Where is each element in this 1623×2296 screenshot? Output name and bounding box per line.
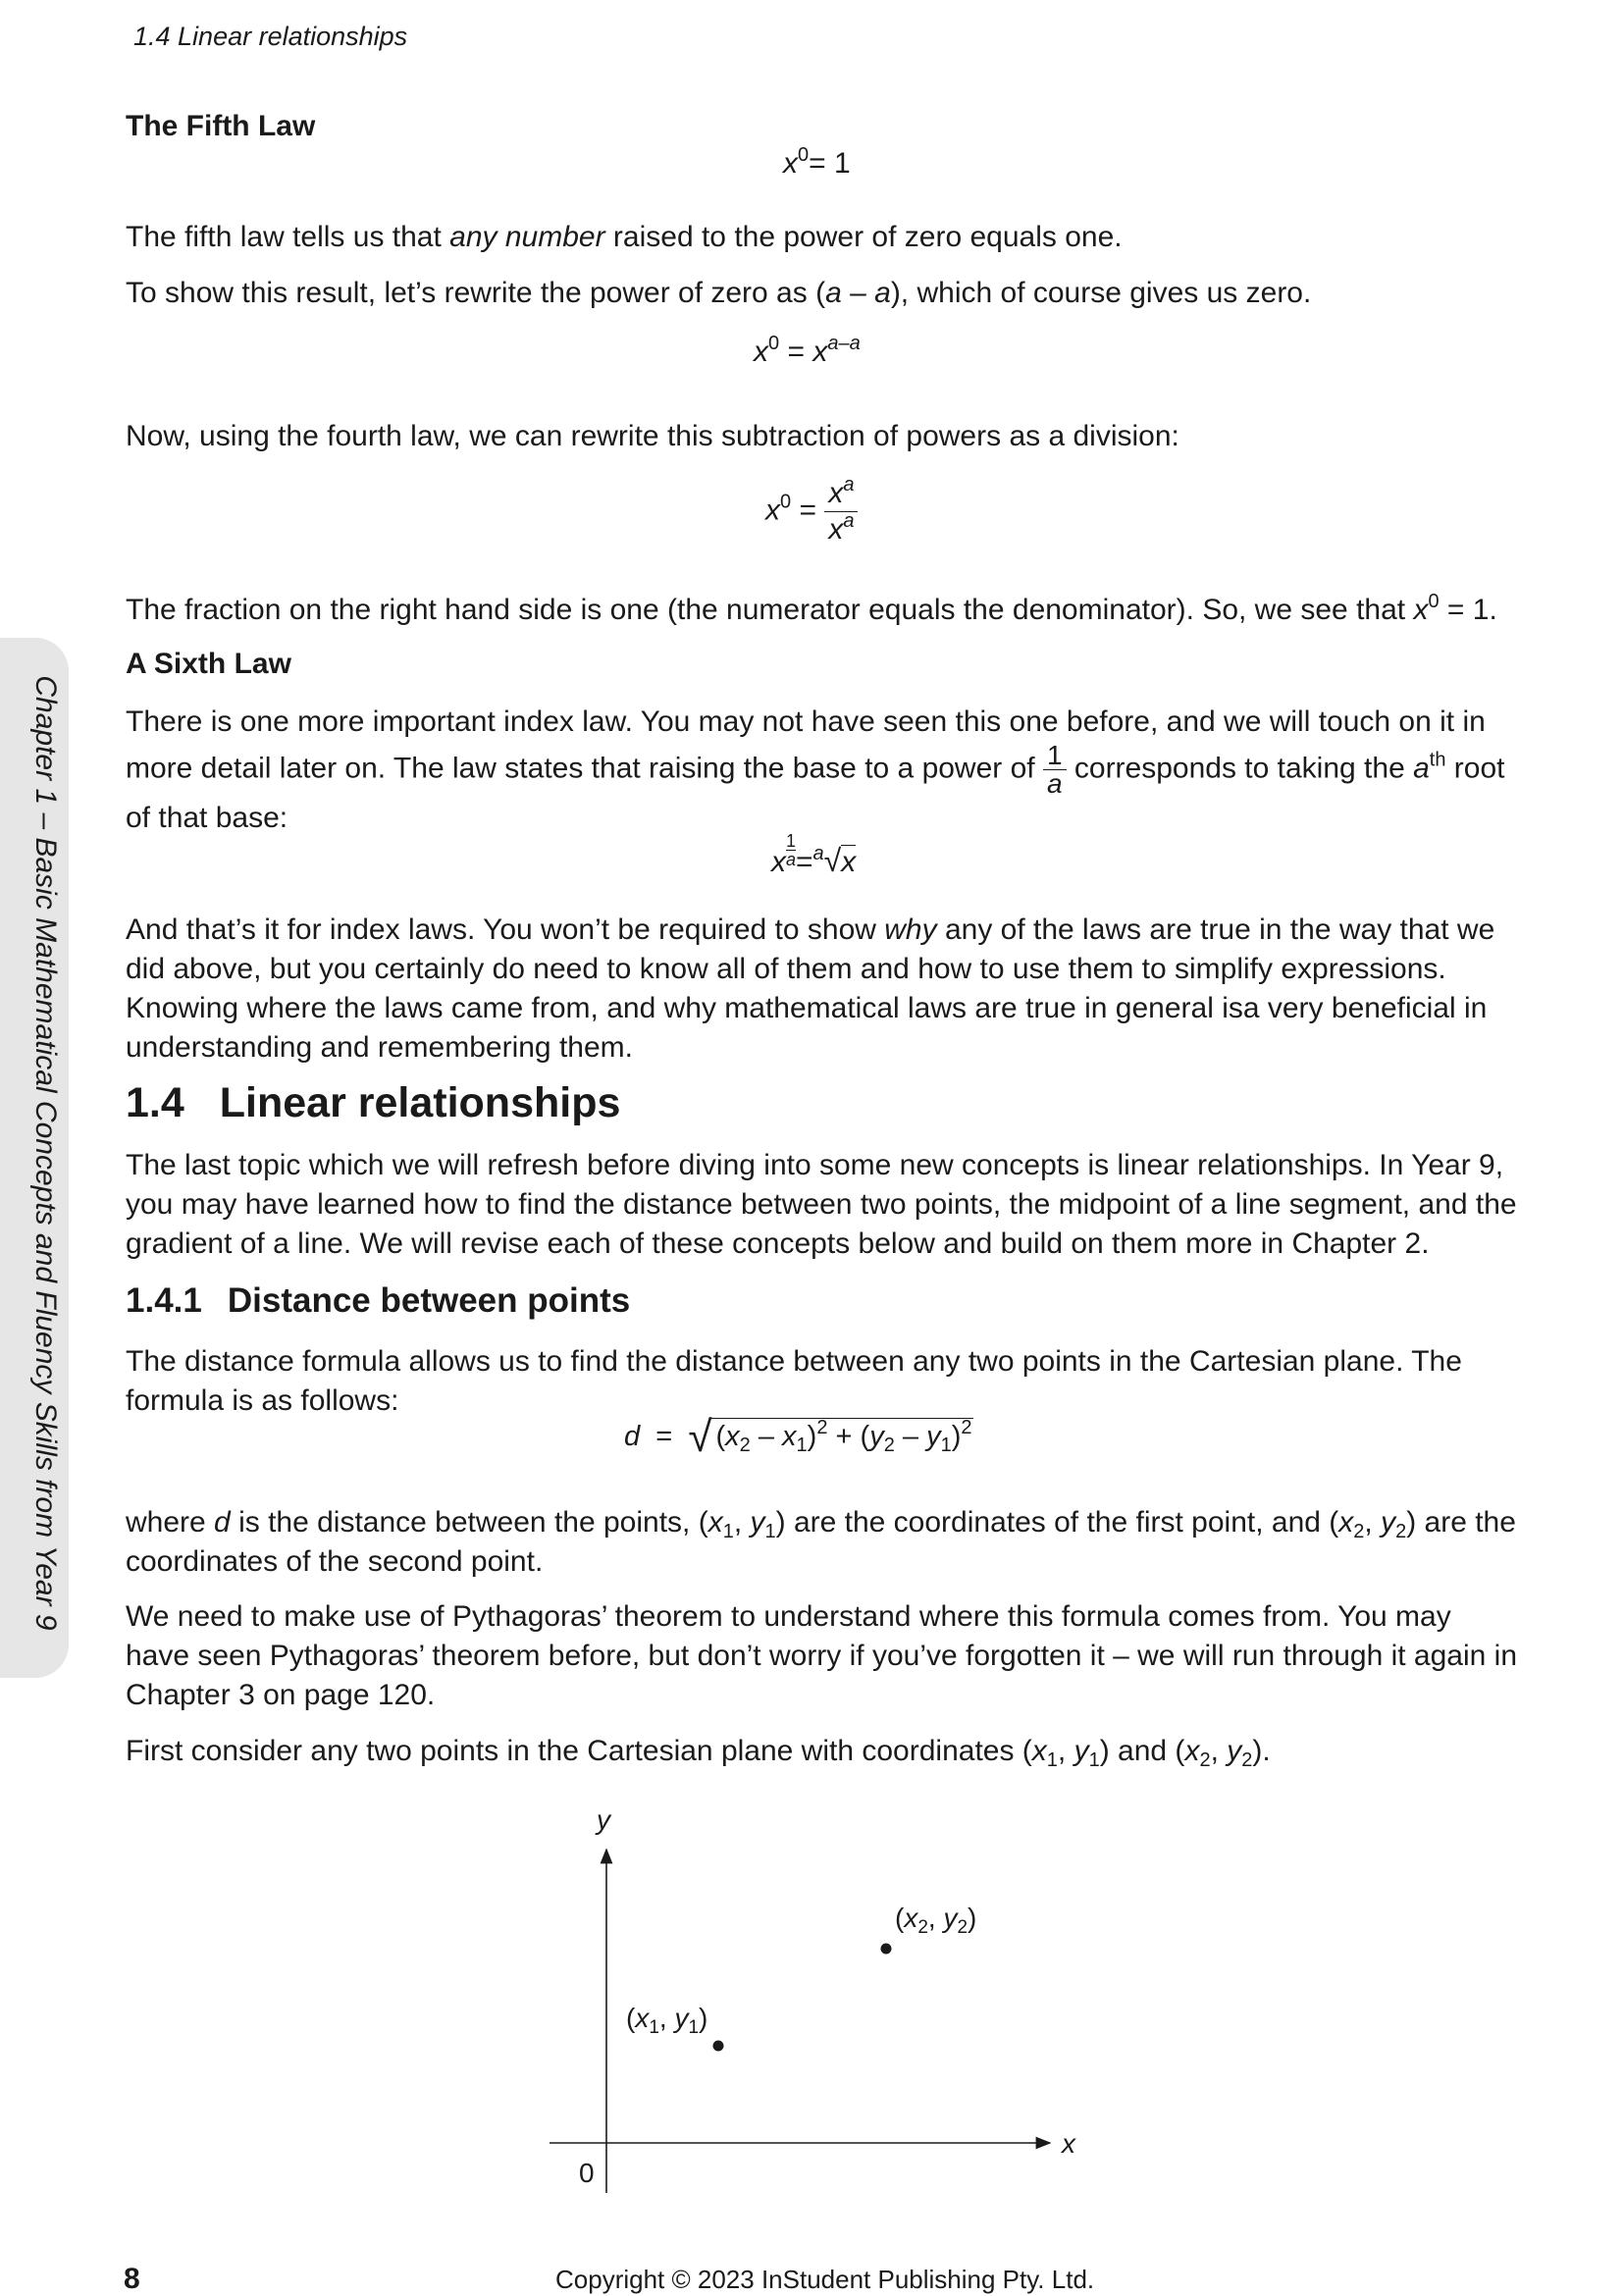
chapter-side-tab-label <box>13 633 62 1673</box>
point-2 <box>881 1944 892 1955</box>
point-1-label: ($x_1$, $y_1$) <box>626 2003 708 2038</box>
point-1 <box>713 2041 724 2052</box>
y-axis-label: y <box>597 1804 610 1835</box>
chapter-side-tab-text: Chapter 1 – Basic Mathematical Concepts and Fluency Skills from Year 9 <box>29 675 62 1631</box>
page-number: 8 <box>124 2263 140 2295</box>
point-2-label: ($x_2$, $y_2$) <box>895 1903 977 1938</box>
subsection-heading: 1.4.1 Distance between points <box>126 1281 631 1320</box>
subsection-paragraph-2: where d is the distance between the points, ($x_1$, $y_1$) are the coordinates of the first point, and ($x_2$, $y_2$) are the coordinates of the second point. <box>126 1506 1516 1578</box>
equation-x0-equals-fraction: $x^0$ = $\frac{x^a}{x^a}$ <box>765 476 858 548</box>
equation-x0-equals-x-a-minus-a: $x^0 = x^{a-a}$ <box>754 333 861 368</box>
cartesian-diagram <box>530 1796 1099 2208</box>
subsection-paragraph-4: First consider any two points in the Cartesian plane with coordinates ($x_1$, $y_1$) and ($x_2$, $y_2$). <box>126 1735 1271 1771</box>
fraction-xa-over-xa: $\frac{x^a}{x^a}$ <box>824 476 858 548</box>
section-paragraph-1: The last topic which we will refresh before diving into some new concepts is linear relationships. In Year 9, you may have learned how to find the distance between two points, the midpoint of a line segment, and the gradient of a line. We will revise each of these concepts below and build on them more in Chapter 2. <box>126 1149 1517 1260</box>
sixth-law-paragraph-2: And that’s it for index laws. You won’t be required to show why any of the laws are true in the way that we did above, but you certainly do need to know all of them and how to use them to simplify expressions. Knowing where the laws came from, and why mathematical laws are true in general isa very beneficial in understanding and remembering them. <box>126 913 1495 1064</box>
subsection-paragraph-3: We need to make use of Pythagoras’ theorem to understand where this formula comes from. You may have seen Pythagoras’ theorem before, but don’t worry if you’ve forgotten it – we will run through it again in Chapter 3 on page 120. <box>126 1600 1518 1711</box>
equation-x0-equals-1: $x^0= 1$ <box>783 144 851 180</box>
distance-formula: d = √ $(x_2 - x_1)^2 + (y_2 - y_1)^2$ <box>624 1413 972 1461</box>
subsection-paragraph-1: The distance formula allows us to find the distance between any two points in the Cartesian plane. The formula is as follows: <box>126 1345 1462 1417</box>
sixth-law-heading: A Sixth Law <box>126 648 291 680</box>
sixth-law-paragraph-1: There is one more important index law. You may not have seen this one before, and we will touch on it in more detail later on. The law states that raising the base to a power of $\frac{1}{a}$ corresponds to taking the $a^{th}$ root of that base: <box>126 705 1505 834</box>
equation-nth-root: x $\frac{1}{a}$ =$^a$√x <box>771 831 857 878</box>
section-heading: 1.4 Linear relationships <box>126 1079 621 1126</box>
fifth-law-heading: The Fifth Law <box>126 110 316 142</box>
x-axis-label: x <box>1062 2128 1075 2159</box>
origin-label: 0 <box>579 2158 595 2188</box>
fifth-law-paragraph-2: To show this result, let’s rewrite the power of zero as (a – a), which of course gives us zero. <box>126 277 1312 309</box>
fraction-one-over-a: $\frac{1}{a}$ <box>1043 742 1067 798</box>
fifth-law-paragraph-3: Now, using the fourth law, we can rewrite this subtraction of powers as a division: <box>126 420 1179 452</box>
fifth-law-paragraph-4: The fraction on the right hand side is one (the numerator equals the denominator). So, we see that $x^0 = 1$. <box>126 591 1497 626</box>
copyright: Copyright © 2023 InStudent Publishing Pty. Ltd. <box>555 2265 1095 2294</box>
running-header: 1.4 Linear relationships <box>133 22 408 51</box>
fifth-law-paragraph-1: The fifth law tells us that any number raised to the power of zero equals one. <box>126 221 1123 253</box>
